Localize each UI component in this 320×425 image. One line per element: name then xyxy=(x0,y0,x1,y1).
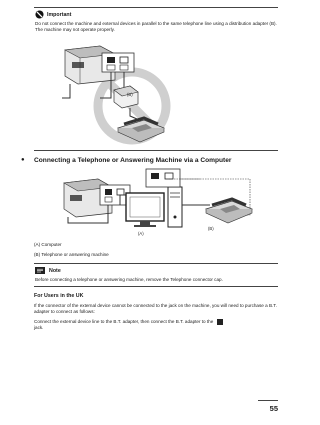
top-rule xyxy=(34,7,278,8)
uk-paragraph-2-text: Connect the external device line to the B.T. adapter, then connect the B.T. adapter to the xyxy=(34,319,214,325)
note-text: Before connecting a telephone or answering machine, remove the Telephone connector cap. xyxy=(35,277,223,282)
diagram2-label-b: (B) xyxy=(208,226,214,231)
modem-jack-panel-icon xyxy=(146,169,180,187)
phone-jack-panel-icon xyxy=(102,53,134,72)
note-top-rule xyxy=(34,263,278,264)
page-number-rule xyxy=(258,400,278,401)
uk-paragraph-1: If the connector of the external device cannot be connected to the jack on the machine, you will need to purchase a B.T. adapter to connect as follows: xyxy=(34,303,277,314)
legend-item-telephone: (B) Telephone or answering machine xyxy=(34,252,109,257)
parallel-connection-diagram xyxy=(60,36,200,146)
page-number: 55 xyxy=(269,404,278,413)
important-heading: Important xyxy=(47,12,72,18)
uk-heading: For Users in the UK xyxy=(34,293,84,299)
section-bullet: ● xyxy=(21,157,25,163)
note-bottom-rule xyxy=(34,286,278,287)
uk-paragraph-2-line-2: jack. xyxy=(34,325,44,330)
important-bottom-rule xyxy=(34,150,278,151)
telephone-icon xyxy=(206,199,252,223)
note-heading: Note xyxy=(49,268,61,274)
computer-connection-diagram xyxy=(60,165,260,241)
telephone-jack-icon xyxy=(217,319,223,325)
prohibited-icon xyxy=(35,10,44,19)
section-title: Connecting a Telephone or Answering Machine via a Computer xyxy=(34,157,232,164)
diagram2-label-a: (A) xyxy=(138,231,144,236)
diagram1-label-b: (B) xyxy=(127,92,133,97)
computer-tower-icon xyxy=(168,187,182,227)
computer-monitor-icon xyxy=(126,193,164,227)
important-text: Do not connect the machine and external devices in parallel to the same telephone line using a distribution adapter (B). The machine may not operate properly. xyxy=(35,21,277,32)
legend-item-computer: (A) Computer xyxy=(34,242,62,247)
note-icon xyxy=(35,267,45,274)
uk-paragraph-2-line-1 xyxy=(34,319,223,325)
distribution-adapter-icon xyxy=(114,86,138,108)
